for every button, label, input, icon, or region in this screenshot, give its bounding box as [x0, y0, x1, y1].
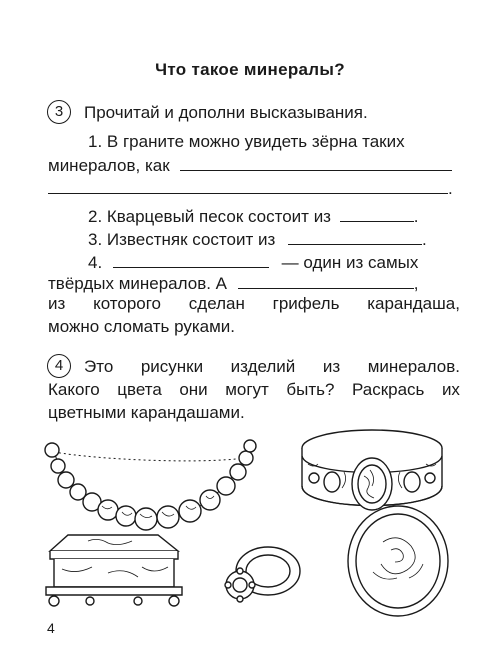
word: карандаша,	[367, 294, 460, 313]
answer-blank-1b[interactable]	[48, 178, 448, 194]
word: сделан	[188, 294, 245, 313]
answer-blank-4a[interactable]	[113, 252, 269, 268]
answer-blank-3[interactable]	[288, 229, 422, 245]
word: цвета	[117, 380, 162, 399]
word: изделий	[230, 357, 296, 376]
item-2-period: .	[413, 207, 419, 226]
task-4-line-3: цветными карандашами.	[48, 403, 245, 422]
item-3-period: .	[421, 230, 427, 249]
item-4-line-2-text: твёрдых минералов. А	[48, 274, 228, 293]
page-title: Что такое минералы?	[155, 60, 345, 79]
task-3-item-4-line-4: можно сломать руками.	[48, 317, 236, 336]
word: из	[322, 357, 341, 376]
task-3-item-1-line-1	[88, 132, 405, 152]
task-3-item-1-line-2	[48, 155, 460, 176]
word: из	[48, 294, 66, 313]
task-3-number: 3	[47, 100, 71, 124]
word: быть?	[286, 380, 335, 399]
task-4-number: 4	[47, 354, 71, 378]
item-1-period: .	[448, 179, 453, 198]
word: Какого	[48, 380, 100, 399]
answer-blank-4b[interactable]	[238, 273, 414, 289]
task-3-item-4-line-1	[88, 252, 418, 273]
round-stone-brooch-icon	[343, 502, 453, 620]
task-3-item-2	[88, 206, 418, 227]
answer-blank-1a[interactable]	[180, 155, 452, 171]
task-4-line-1	[84, 357, 460, 377]
word: могут	[225, 380, 269, 399]
task-3-item-4-line-3	[48, 294, 460, 314]
answer-blank-2[interactable]	[340, 206, 414, 222]
task-4-line-2	[48, 380, 460, 400]
item-1-text-continued: минералов, как	[48, 156, 170, 175]
item-1-number: 1.	[88, 132, 103, 151]
item-1-text: В граните можно увидеть зёрна таких	[106, 132, 405, 151]
item-2-text: 2. Кварцевый песок состоит из	[88, 207, 331, 226]
gem-ring-icon	[218, 533, 308, 618]
task-3-item-3	[88, 229, 427, 250]
item-4-text: — один из самых	[281, 253, 419, 272]
page-number: 4	[47, 620, 55, 636]
word: Раскрась	[351, 380, 425, 399]
word: они	[179, 380, 208, 399]
word: грифель	[272, 294, 340, 313]
word: которого	[93, 294, 162, 313]
word: минералов.	[367, 357, 460, 376]
word: Это	[84, 357, 114, 376]
word: их	[441, 380, 460, 399]
word: рисунки	[140, 357, 204, 376]
task-3-item-1-line-3	[48, 178, 453, 199]
task-3-item-4-line-2	[48, 273, 418, 294]
stone-casket-icon	[38, 525, 188, 610]
item-4-number: 4.	[88, 253, 103, 272]
item-4-comma: ,	[413, 274, 419, 293]
task-3-intro: Прочитай и дополни высказывания.	[84, 103, 368, 122]
item-3-text: 3. Известняк состоит из	[88, 230, 276, 249]
